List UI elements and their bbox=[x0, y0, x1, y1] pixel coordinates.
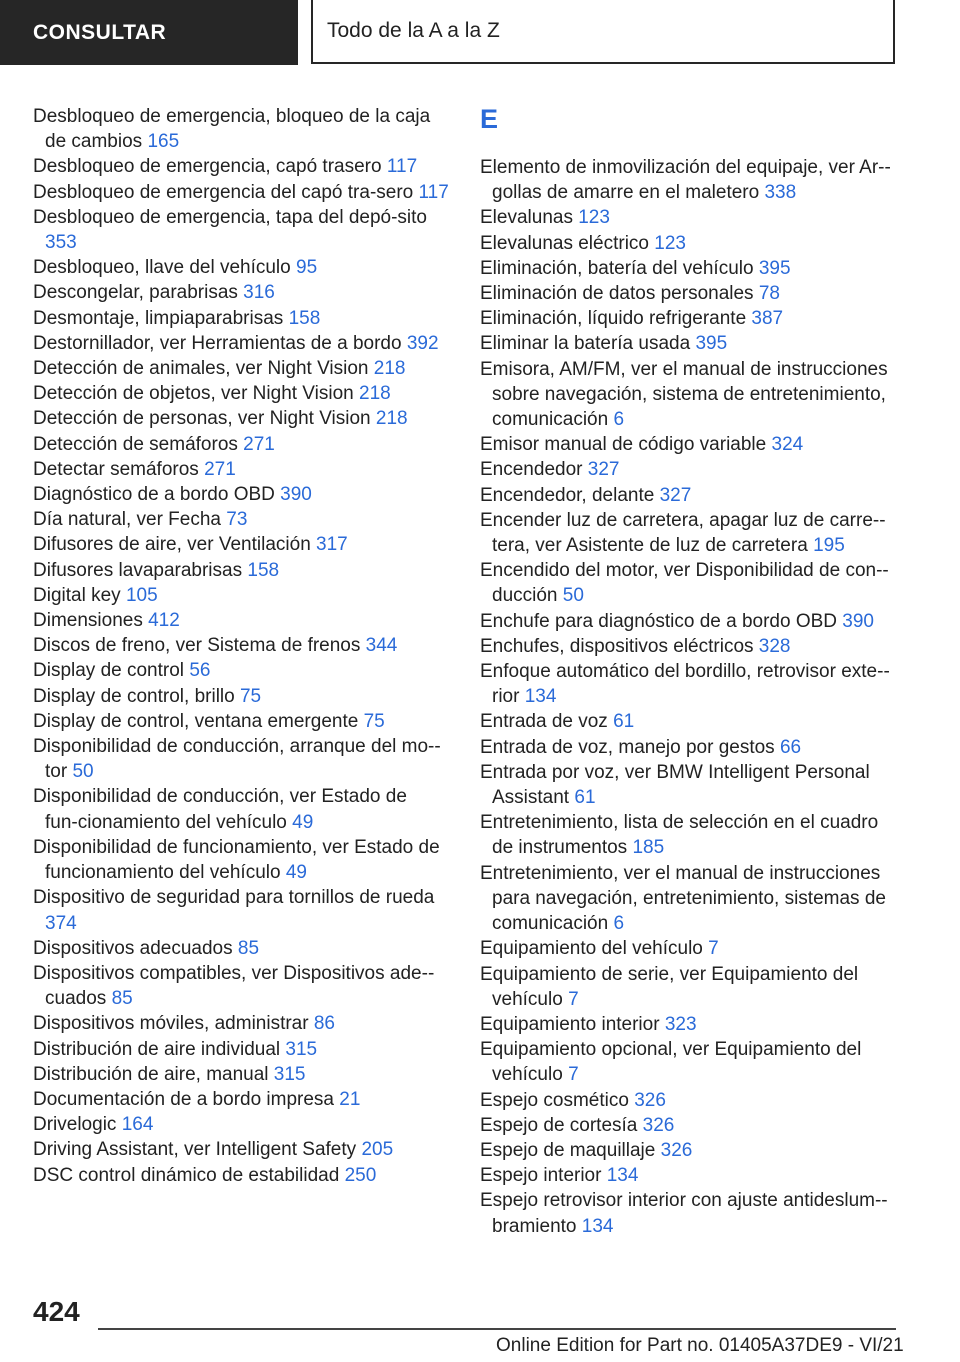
index-entry-text: Difusores lavaparabrisas bbox=[33, 559, 243, 581]
index-entry-text: Encender luz de carretera, apagar luz de carre-tera, ver Asistente de luz de carretera bbox=[480, 509, 886, 557]
index-entry-text: Detección de personas, ver Night Vision bbox=[33, 408, 371, 430]
index-entry bbox=[480, 735, 900, 760]
chapter-title: Todo de la A a la Z bbox=[327, 19, 500, 42]
index-entry bbox=[33, 280, 451, 305]
page-reference-link[interactable]: 158 bbox=[288, 307, 321, 329]
index-entry bbox=[480, 936, 900, 961]
page-reference-link[interactable]: 86 bbox=[313, 1013, 335, 1035]
index-entry-text: Dimensiones bbox=[33, 610, 143, 632]
index-entry-text: Equipamiento de serie, ver Equipamiento del vehículo bbox=[480, 963, 859, 1010]
page-number: 424 bbox=[33, 1296, 80, 1327]
page-reference-link[interactable]: 49 bbox=[285, 862, 307, 884]
page-header bbox=[0, 0, 960, 66]
index-entry-text: Discos de freno, ver Sistema de frenos bbox=[33, 635, 361, 657]
index-entry-text: Detección de animales, ver Night Vision bbox=[33, 358, 369, 380]
page-reference-link[interactable]: 327 bbox=[659, 484, 692, 506]
page-reference-link[interactable]: 338 bbox=[764, 182, 797, 204]
index-entry-text: Documentación de a bordo impresa bbox=[33, 1088, 335, 1110]
index-entry bbox=[33, 1137, 451, 1162]
page-reference-link[interactable]: 61 bbox=[574, 787, 596, 809]
index-entry bbox=[33, 885, 451, 935]
page-reference-link[interactable]: 250 bbox=[344, 1164, 377, 1186]
index-entry bbox=[33, 507, 451, 532]
index-entry bbox=[33, 1163, 451, 1188]
section-label: CONSULTAR bbox=[33, 20, 167, 44]
page-reference-link[interactable]: 85 bbox=[111, 988, 133, 1010]
page-reference-link[interactable]: 316 bbox=[243, 282, 275, 304]
index-entry bbox=[33, 205, 451, 255]
index-entry-text: Detectar semáforos bbox=[33, 458, 199, 480]
index-entry bbox=[480, 357, 900, 433]
page-reference-link[interactable]: 75 bbox=[239, 685, 262, 707]
page-reference-link[interactable]: 7 bbox=[568, 1064, 579, 1086]
index-entry-text: Eliminación de datos personales bbox=[480, 283, 754, 305]
index-entry bbox=[480, 634, 900, 659]
page-reference-link[interactable]: 105 bbox=[125, 584, 158, 606]
index-entry-text: Destornillador, ver Herramientas de a bordo bbox=[33, 332, 402, 354]
index-entry-text: Eliminar la batería usada bbox=[480, 333, 691, 355]
index-entry-text: Eliminación, líquido refrigerante bbox=[480, 308, 747, 330]
page-reference-link[interactable]: 134 bbox=[606, 1165, 639, 1187]
page-reference-link[interactable]: 195 bbox=[813, 535, 845, 557]
index-entry-text: Desmontaje, limpiaparabrisas bbox=[33, 307, 284, 329]
index-entry bbox=[480, 1037, 900, 1087]
index-entry bbox=[480, 331, 900, 356]
index-entry bbox=[33, 406, 451, 431]
index-entry bbox=[33, 180, 451, 205]
index-entry bbox=[33, 961, 451, 1011]
index-entry-text: Descongelar, parabrisas bbox=[33, 282, 238, 304]
page-reference-link[interactable]: 50 bbox=[72, 761, 94, 783]
index-entry bbox=[33, 734, 451, 784]
index-entry-text: Diagnóstico de a bordo OBD bbox=[33, 484, 275, 506]
index-entry bbox=[33, 104, 451, 154]
index-entry-text: Día natural, ver Fecha bbox=[33, 509, 221, 531]
index-entry-text: Equipamiento del vehículo bbox=[480, 938, 703, 960]
page-reference-link[interactable]: 218 bbox=[359, 383, 391, 405]
page-reference-link[interactable]: 134 bbox=[524, 686, 557, 708]
index-entry bbox=[480, 155, 900, 205]
index-entry-text: Encendedor, delante bbox=[480, 484, 655, 506]
page-reference-link[interactable]: 374 bbox=[45, 912, 77, 934]
index-entry bbox=[480, 1088, 900, 1113]
page-reference-link[interactable]: 21 bbox=[339, 1088, 361, 1110]
index-entry-text: DSC control dinámico de estabilidad bbox=[33, 1164, 340, 1186]
index-entry bbox=[480, 709, 900, 734]
index-entry-text: Encendido del motor, ver Disponibilidad de con-ducción bbox=[480, 560, 889, 607]
index-entry bbox=[480, 659, 900, 709]
index-entry-text: Detección de semáforos bbox=[33, 433, 238, 455]
index-entry-text: Digital key bbox=[33, 584, 121, 606]
page-reference-link[interactable]: 95 bbox=[296, 257, 318, 279]
index-entry-text: Enfoque automático del bordillo, retrovisor exte-rior bbox=[480, 661, 890, 708]
page-reference-link[interactable]: 7 bbox=[568, 988, 579, 1010]
chapter-title-tab bbox=[311, 0, 895, 64]
page-reference-link[interactable]: 392 bbox=[406, 332, 439, 354]
index-entry bbox=[33, 381, 451, 406]
index-entry-text: Eliminación, batería del vehículo bbox=[480, 257, 754, 279]
index-entry bbox=[33, 608, 451, 633]
index-entry bbox=[480, 1138, 900, 1163]
index-entry-text: Enchufes, dispositivos eléctricos bbox=[480, 635, 754, 657]
index-entry bbox=[33, 658, 451, 683]
index-entry-text: Distribución de aire, manual bbox=[33, 1063, 269, 1085]
index-entry-text: Encendedor bbox=[480, 459, 583, 481]
index-entry-text: Desbloqueo de emergencia, capó trasero bbox=[33, 156, 382, 178]
page-reference-link[interactable]: 218 bbox=[373, 358, 406, 380]
index-entry bbox=[33, 558, 451, 583]
page-reference-link[interactable]: 61 bbox=[613, 711, 635, 733]
index-entry bbox=[480, 432, 900, 457]
index-entry-text: Dispositivos adecuados bbox=[33, 937, 233, 959]
page-reference-link[interactable]: 56 bbox=[189, 660, 211, 682]
index-entry bbox=[33, 1011, 451, 1036]
index-entry-text: Desbloqueo, llave del vehículo bbox=[33, 257, 291, 279]
index-entry-text: Desbloqueo de emergencia del capó tra-sero bbox=[33, 181, 414, 203]
index-entry-text: Elevalunas eléctrico bbox=[480, 232, 649, 254]
index-entry bbox=[33, 1087, 451, 1112]
index-entry-text: Dispositivos móviles, administrar bbox=[33, 1013, 309, 1035]
index-entry-text: Difusores de aire, ver Ventilación bbox=[33, 534, 311, 556]
page-reference-link[interactable]: 326 bbox=[660, 1139, 693, 1161]
page-reference-link[interactable]: 66 bbox=[779, 736, 802, 758]
section-letter: E bbox=[480, 104, 499, 134]
index-entry bbox=[33, 255, 451, 280]
page-reference-link[interactable]: 117 bbox=[386, 156, 418, 178]
page-reference-link[interactable]: 395 bbox=[695, 333, 728, 355]
page-reference-link[interactable]: 387 bbox=[751, 308, 784, 330]
index-entry-text: Equipamiento opcional, ver Equipamiento del vehículo bbox=[480, 1039, 862, 1086]
index-entry-text: Entretenimiento, ver el manual de instrucciones para navegación, entretenimiento, sistemas de comunicación bbox=[480, 862, 886, 935]
page-reference-link[interactable]: 49 bbox=[292, 811, 314, 833]
index-entry bbox=[33, 356, 451, 381]
index-entry bbox=[33, 709, 451, 734]
index-entry bbox=[480, 558, 900, 608]
index-entry bbox=[33, 331, 451, 356]
page-reference-link[interactable]: 395 bbox=[758, 257, 791, 279]
index-entry-text: Detección de objetos, ver Night Vision bbox=[33, 383, 354, 405]
page-reference-link[interactable]: 323 bbox=[664, 1013, 697, 1035]
index-entry-text: Display de control, brillo bbox=[33, 685, 235, 707]
index-entry-text: Espejo interior bbox=[480, 1165, 602, 1187]
page-reference-link[interactable]: 158 bbox=[247, 559, 280, 581]
index-entry bbox=[480, 760, 900, 810]
index-entry bbox=[33, 936, 451, 961]
index-entry-text: Display de control, ventana emergente bbox=[33, 710, 359, 732]
page-reference-link[interactable]: 353 bbox=[45, 232, 77, 254]
index-entry-text: Enchufe para diagnóstico de a bordo OBD bbox=[480, 610, 838, 632]
index-entry bbox=[33, 835, 451, 885]
page-reference-link[interactable]: 218 bbox=[375, 408, 408, 430]
page-reference-link[interactable]: 271 bbox=[243, 433, 275, 455]
page-reference-link[interactable]: 50 bbox=[562, 585, 584, 607]
index-entry bbox=[480, 1163, 900, 1188]
page-reference-link[interactable]: 134 bbox=[581, 1215, 614, 1237]
index-entry bbox=[33, 1062, 451, 1087]
index-entry bbox=[33, 633, 451, 658]
page-reference-link[interactable]: 75 bbox=[363, 710, 385, 732]
page-reference-link[interactable]: 165 bbox=[147, 131, 180, 153]
index-entry bbox=[480, 483, 900, 508]
page-reference-link[interactable]: 327 bbox=[587, 459, 620, 481]
index-entry bbox=[480, 962, 900, 1012]
page-reference-link[interactable]: 390 bbox=[280, 484, 312, 506]
page-reference-link[interactable]: 324 bbox=[771, 434, 804, 456]
index-entry bbox=[480, 457, 900, 482]
page-reference-link[interactable]: 317 bbox=[316, 534, 348, 556]
page-reference-link[interactable]: 344 bbox=[365, 635, 398, 657]
page-reference-link[interactable]: 390 bbox=[842, 610, 874, 632]
index-column-left bbox=[33, 104, 451, 1188]
index-entry bbox=[33, 583, 451, 608]
index-entry bbox=[480, 609, 900, 634]
page-reference-link[interactable]: 123 bbox=[654, 232, 686, 254]
index-entry-text: Espejo de maquillaje bbox=[480, 1139, 656, 1161]
index-entry-text: Espejo de cortesía bbox=[480, 1114, 638, 1136]
page-reference-link[interactable]: 326 bbox=[634, 1089, 666, 1111]
index-entry-text: Espejo retrovisor interior con ajuste antideslum-bramiento bbox=[480, 1190, 888, 1237]
index-entry bbox=[480, 508, 900, 558]
index-entry bbox=[480, 256, 900, 281]
page-reference-link[interactable]: 412 bbox=[148, 610, 180, 632]
index-entry-text: Disponibilidad de funcionamiento, ver Estado de funcionamiento del vehículo bbox=[33, 836, 440, 884]
letter-spacer bbox=[480, 142, 900, 155]
page-reference-link[interactable]: 205 bbox=[361, 1139, 394, 1161]
page-reference-link[interactable]: 328 bbox=[758, 635, 791, 657]
index-entry bbox=[480, 1113, 900, 1138]
page-reference-link[interactable]: 6 bbox=[613, 913, 625, 935]
index-entry bbox=[33, 1037, 451, 1062]
index-entry-text: Emisora, AM/FM, ver el manual de instrucciones sobre navegación, sistema de entretenimiento, comunicación bbox=[480, 358, 888, 431]
index-entry bbox=[33, 457, 451, 482]
index-entry-text: Dispositivo de seguridad para tornillos de rueda bbox=[33, 887, 435, 909]
index-entry-text: Elemento de inmovilización del equipaje, ver Ar-gollas de amarre en el maletero bbox=[480, 157, 891, 204]
page-reference-link[interactable]: 164 bbox=[121, 1114, 154, 1136]
index-entry bbox=[33, 482, 451, 507]
index-entry-text: Distribución de aire individual bbox=[33, 1038, 281, 1060]
index-entry-text: Drivelogic bbox=[33, 1114, 117, 1136]
page-reference-link[interactable]: 315 bbox=[285, 1038, 318, 1060]
index-entry-text: Entrada de voz bbox=[480, 711, 608, 733]
index-entry bbox=[33, 532, 451, 557]
page-reference-link[interactable]: 326 bbox=[642, 1114, 675, 1136]
index-entry-text: Equipamiento interior bbox=[480, 1013, 660, 1035]
page-reference-link[interactable]: 123 bbox=[578, 207, 610, 229]
index-entry bbox=[33, 306, 451, 331]
index-entry-text: Entretenimiento, lista de selección en el cuadro de instrumentos bbox=[480, 812, 879, 859]
page-reference-link[interactable]: 73 bbox=[226, 509, 248, 531]
index-entry-text: Entrada por voz, ver BMW Intelligent Personal Assistant bbox=[480, 761, 870, 809]
index-entry bbox=[480, 1012, 900, 1037]
index-entry-text: Driving Assistant, ver Intelligent Safety bbox=[33, 1139, 357, 1161]
page-reference-link[interactable]: 78 bbox=[758, 283, 780, 305]
page-reference-link[interactable]: 315 bbox=[273, 1063, 306, 1085]
page-reference-link[interactable]: 271 bbox=[204, 458, 236, 480]
page-reference-link[interactable]: 6 bbox=[613, 409, 625, 431]
index-entry-text: Emisor manual de código variable bbox=[480, 434, 767, 456]
index-entries-e bbox=[480, 155, 900, 1239]
index-entry-text: Display de control bbox=[33, 660, 185, 682]
index-entry-text: Dispositivos compatibles, ver Dispositivos ade-cuados bbox=[33, 962, 435, 1010]
index-entry bbox=[33, 784, 451, 834]
index-entry-text: Elevalunas bbox=[480, 207, 573, 229]
edition-note: Online Edition for Part no. 01405A37DE9 - VI/21 bbox=[496, 1335, 904, 1356]
page-reference-link[interactable]: 85 bbox=[237, 937, 260, 959]
index-entry bbox=[480, 231, 900, 256]
index-entry bbox=[480, 810, 900, 860]
index-entry-text: Disponibilidad de conducción, arranque del mo-tor bbox=[33, 736, 441, 783]
page-reference-link[interactable]: 185 bbox=[632, 837, 665, 859]
index-entry bbox=[480, 205, 900, 230]
section-tab bbox=[0, 0, 298, 65]
index-entry-text: Desbloqueo de emergencia, tapa del depó-sito bbox=[33, 206, 427, 228]
page-reference-link[interactable]: 117 bbox=[418, 181, 449, 203]
index-entry bbox=[33, 684, 451, 709]
index-entry-text: Disponibilidad de conducción, ver Estado de fun-cionamiento del vehículo bbox=[33, 786, 407, 833]
index-entry bbox=[33, 432, 451, 457]
index-entry bbox=[480, 861, 900, 937]
index-column-right bbox=[480, 104, 900, 1239]
page-reference-link[interactable]: 7 bbox=[708, 938, 719, 960]
index-entry bbox=[480, 281, 900, 306]
index-entry-text: Entrada de voz, manejo por gestos bbox=[480, 736, 775, 758]
index-entry bbox=[33, 154, 451, 179]
index-entry-text: Espejo cosmético bbox=[480, 1089, 629, 1111]
index-entry bbox=[480, 1188, 900, 1238]
index-entry bbox=[480, 306, 900, 331]
index-entry bbox=[33, 1112, 451, 1137]
footer-divider bbox=[98, 1328, 896, 1330]
index-entry-text: Desbloqueo de emergencia, bloqueo de la caja de cambios bbox=[33, 106, 431, 153]
